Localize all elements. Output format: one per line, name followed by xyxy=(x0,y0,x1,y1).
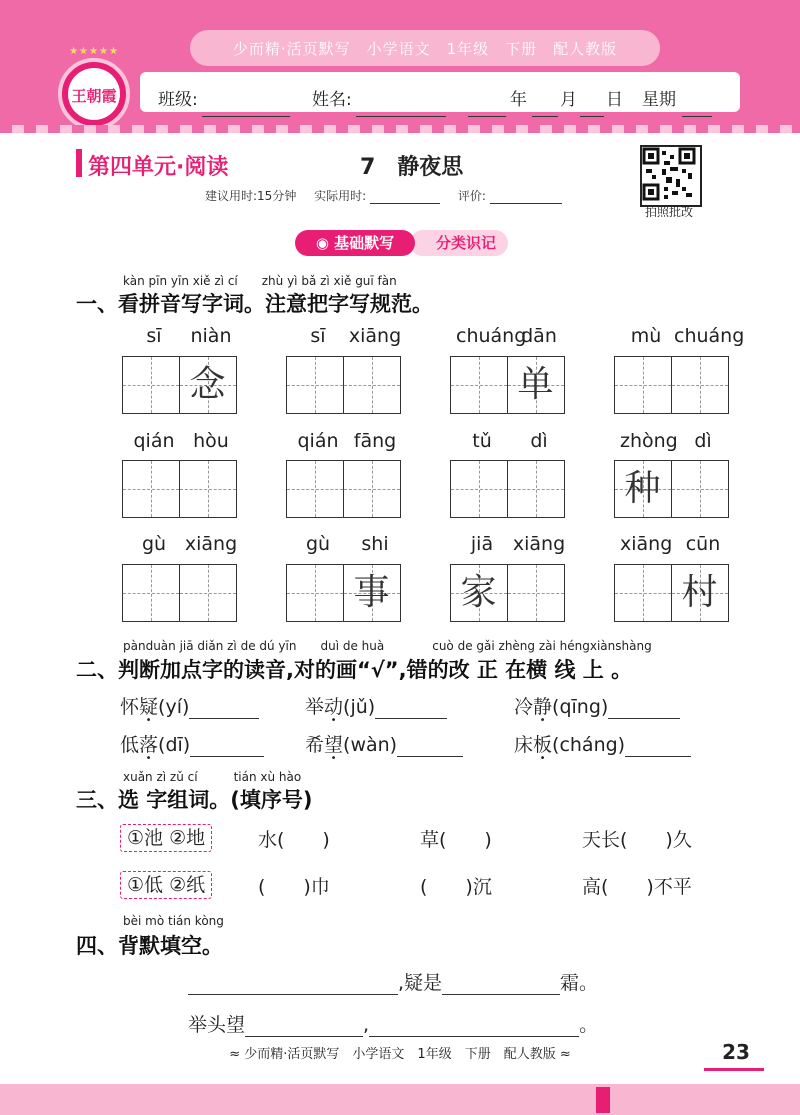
tianzige-box[interactable] xyxy=(671,356,729,414)
tianzige-box[interactable] xyxy=(671,460,729,518)
given-character: 念 xyxy=(189,364,226,405)
bottom-strip xyxy=(0,1084,800,1115)
pinyin-syllable: jiā xyxy=(470,533,494,555)
q3-row1-item1[interactable]: 水( ) xyxy=(258,829,330,851)
pinyin-syllable: hòu xyxy=(193,430,229,452)
given-character xyxy=(615,565,670,620)
given-character xyxy=(180,461,235,516)
q1-title: 一、看拼音写字词。注意把字写规范。 xyxy=(76,292,433,316)
q2-item-1: 怀疑(yí) xyxy=(120,692,259,719)
q2-pinyin: pànduàn jiā diǎn zì de dú yīn duì de huà cuò de gǎi zhèng zài héngxiànshàng xyxy=(123,639,652,653)
given-character xyxy=(287,565,342,620)
given-character: 种 xyxy=(624,468,661,509)
poem-blank-4[interactable] xyxy=(369,1016,579,1037)
tianzige-box[interactable] xyxy=(450,460,508,518)
given-character xyxy=(123,565,178,620)
actual-time-label: 实际用时: xyxy=(314,189,367,203)
student-info-row xyxy=(140,72,740,112)
tianzige-box[interactable] xyxy=(614,356,672,414)
lesson-title: 7 静夜思 xyxy=(360,155,464,180)
given-character: 单 xyxy=(517,364,554,405)
given-character xyxy=(287,357,342,412)
section-tag xyxy=(295,230,415,256)
q2-item-4: 低落(dī) xyxy=(120,730,264,757)
section-tag-label: 基础默写 xyxy=(334,234,395,252)
weekday-label: 星期 xyxy=(642,90,676,110)
q3-row1-item3[interactable]: 天长( )久 xyxy=(582,829,692,851)
tianzige-box[interactable] xyxy=(450,564,508,622)
tianzige-box[interactable] xyxy=(450,356,508,414)
given-character xyxy=(451,461,506,516)
poem-blank-2[interactable] xyxy=(442,974,560,995)
poem-line-2: 举头望 , 。 xyxy=(188,1014,599,1036)
tianzige-box[interactable] xyxy=(179,356,237,414)
evaluation-field[interactable] xyxy=(490,189,562,204)
given-character xyxy=(672,357,727,412)
tianzige-box[interactable] xyxy=(507,356,565,414)
header-wave-divider xyxy=(0,125,800,133)
pinyin-syllable: chuáng xyxy=(674,325,745,347)
tianzige-box[interactable] xyxy=(122,564,180,622)
tianzige-box[interactable] xyxy=(286,460,344,518)
q2-answer-3[interactable] xyxy=(608,698,680,719)
pinyin-syllable: qián xyxy=(297,430,339,452)
timing-row xyxy=(205,187,562,204)
given-character xyxy=(287,461,342,516)
bottom-bookmark xyxy=(596,1087,610,1113)
given-character: 家 xyxy=(460,572,497,613)
evaluation-label: 评价: xyxy=(457,189,486,203)
q2-answer-1[interactable] xyxy=(189,698,259,719)
poem-blank-1[interactable] xyxy=(188,974,398,995)
q4-title: 四、背默填空。 xyxy=(76,934,223,958)
q3-choices-1: ①池 ②地 xyxy=(120,823,212,850)
q3-row1-item2[interactable]: 草( ) xyxy=(420,829,492,851)
qr-code-icon[interactable] xyxy=(640,145,702,207)
tianzige-box[interactable] xyxy=(122,356,180,414)
q2-item-2: 举动(jǔ) xyxy=(305,692,447,719)
given-character xyxy=(451,357,506,412)
class-label: 班级: xyxy=(158,90,198,110)
pinyin-syllable: gù xyxy=(141,533,167,555)
year-label: 年 xyxy=(510,90,527,110)
pinyin-syllable: dì xyxy=(530,430,548,452)
day-label: 日 xyxy=(606,90,623,110)
logo-text: 王朝霞 xyxy=(71,87,117,105)
pinyin-syllable: shi xyxy=(361,533,389,555)
given-character xyxy=(672,461,727,516)
q2-answer-5[interactable] xyxy=(397,736,463,757)
given-character xyxy=(123,461,178,516)
pinyin-syllable: zhòng xyxy=(620,430,678,452)
pinyin-syllable: dān xyxy=(521,325,557,347)
category-tag: 分类识记 xyxy=(410,230,508,256)
pinyin-syllable: niàn xyxy=(190,325,232,347)
q3-row2-item3[interactable]: 高( )不平 xyxy=(582,876,692,898)
tianzige-box[interactable] xyxy=(671,564,729,622)
q2-item-6: 床板(cháng) xyxy=(514,730,691,757)
tianzige-box[interactable] xyxy=(614,564,672,622)
q1-pinyin: kàn pīn yīn xiě zì cí zhù yì bǎ zì xiě guī fàn xyxy=(123,274,397,288)
given-character xyxy=(344,357,399,412)
pinyin-syllable: cūn xyxy=(685,533,721,555)
given-character xyxy=(508,565,563,620)
pinyin-syllable: mù xyxy=(630,325,662,347)
pinyin-syllable: xiāng xyxy=(348,325,402,347)
given-character xyxy=(180,565,235,620)
tianzige-box[interactable] xyxy=(179,564,237,622)
tianzige-box[interactable] xyxy=(614,460,672,518)
pinyin-syllable: xiāng xyxy=(620,533,673,555)
poem-blank-3[interactable] xyxy=(245,1016,363,1037)
unit-title: 第四单元·阅读 xyxy=(88,155,229,180)
actual-time-field[interactable] xyxy=(370,189,440,204)
logo-stars: ★★★★★ xyxy=(69,46,119,57)
tianzige-box[interactable] xyxy=(179,460,237,518)
pinyin-syllable: xiāng xyxy=(512,533,566,555)
poem-line-1: ,疑是 霜。 xyxy=(188,968,598,995)
tianzige-box[interactable] xyxy=(343,356,401,414)
pinyin-syllable: xiāng xyxy=(184,533,238,555)
q3-title: 三、选 字组词。(填序号) xyxy=(76,788,313,812)
pinyin-syllable: sī xyxy=(146,325,162,347)
given-character xyxy=(615,357,670,412)
qr-label: 拍照批改 xyxy=(644,205,693,219)
pinyin-syllable: tǔ xyxy=(472,430,492,452)
q2-answer-2[interactable] xyxy=(375,698,447,719)
q2-answer-6[interactable] xyxy=(625,736,691,757)
q2-item-5: 希望(wàn) xyxy=(305,730,463,757)
pinyin-syllable: chuáng xyxy=(456,325,527,347)
tianzige-box[interactable] xyxy=(343,564,401,622)
series-title: 少而精·活页默写 小学语文 1年级 下册 配人教版 xyxy=(232,40,618,58)
name-label: 姓名: xyxy=(312,90,352,110)
q3-row2-item2[interactable]: ( )沉 xyxy=(420,876,492,898)
q3-pinyin: xuǎn zì zǔ cí tián xù hào xyxy=(123,770,302,784)
tianzige-box[interactable] xyxy=(122,460,180,518)
pinyin-syllable: dì xyxy=(694,430,712,452)
q3-choices-2: ①低 ②纸 xyxy=(120,870,212,897)
q4-pinyin: bèi mò tián kòng xyxy=(123,914,224,928)
tianzige-box[interactable] xyxy=(286,356,344,414)
pinyin-syllable: sī xyxy=(310,325,326,347)
medal-icon: ◉ xyxy=(315,234,335,252)
q2-item-3: 冷静(qīng) xyxy=(514,692,680,719)
month-label: 月 xyxy=(560,90,577,110)
q2-answer-4[interactable] xyxy=(190,736,264,757)
page-number: 23 xyxy=(722,1040,750,1064)
q3-row2-item1[interactable]: ( )巾 xyxy=(258,876,330,898)
given-character: 村 xyxy=(681,572,718,613)
pinyin-syllable: qián xyxy=(133,430,175,452)
pinyin-syllable: gù xyxy=(305,533,331,555)
suggested-time: 建议用时:15分钟 xyxy=(205,189,297,203)
given-character: 事 xyxy=(353,572,390,613)
tianzige-box[interactable] xyxy=(507,460,565,518)
given-character xyxy=(123,357,178,412)
q2-title: 二、判断加点字的读音,对的画“√”,错的改 正 在横 线 上 。 xyxy=(76,658,633,682)
unit-accent-bar xyxy=(76,149,82,177)
given-character xyxy=(508,461,563,516)
pinyin-syllable: fāng xyxy=(353,430,397,452)
tianzige-box[interactable] xyxy=(286,564,344,622)
footer-series: ≈ 少而精·活页默写 小学语文 1年级 下册 配人教版 ≈ xyxy=(229,1047,571,1062)
tianzige-box[interactable] xyxy=(507,564,565,622)
given-character xyxy=(344,461,399,516)
tianzige-box[interactable] xyxy=(343,460,401,518)
